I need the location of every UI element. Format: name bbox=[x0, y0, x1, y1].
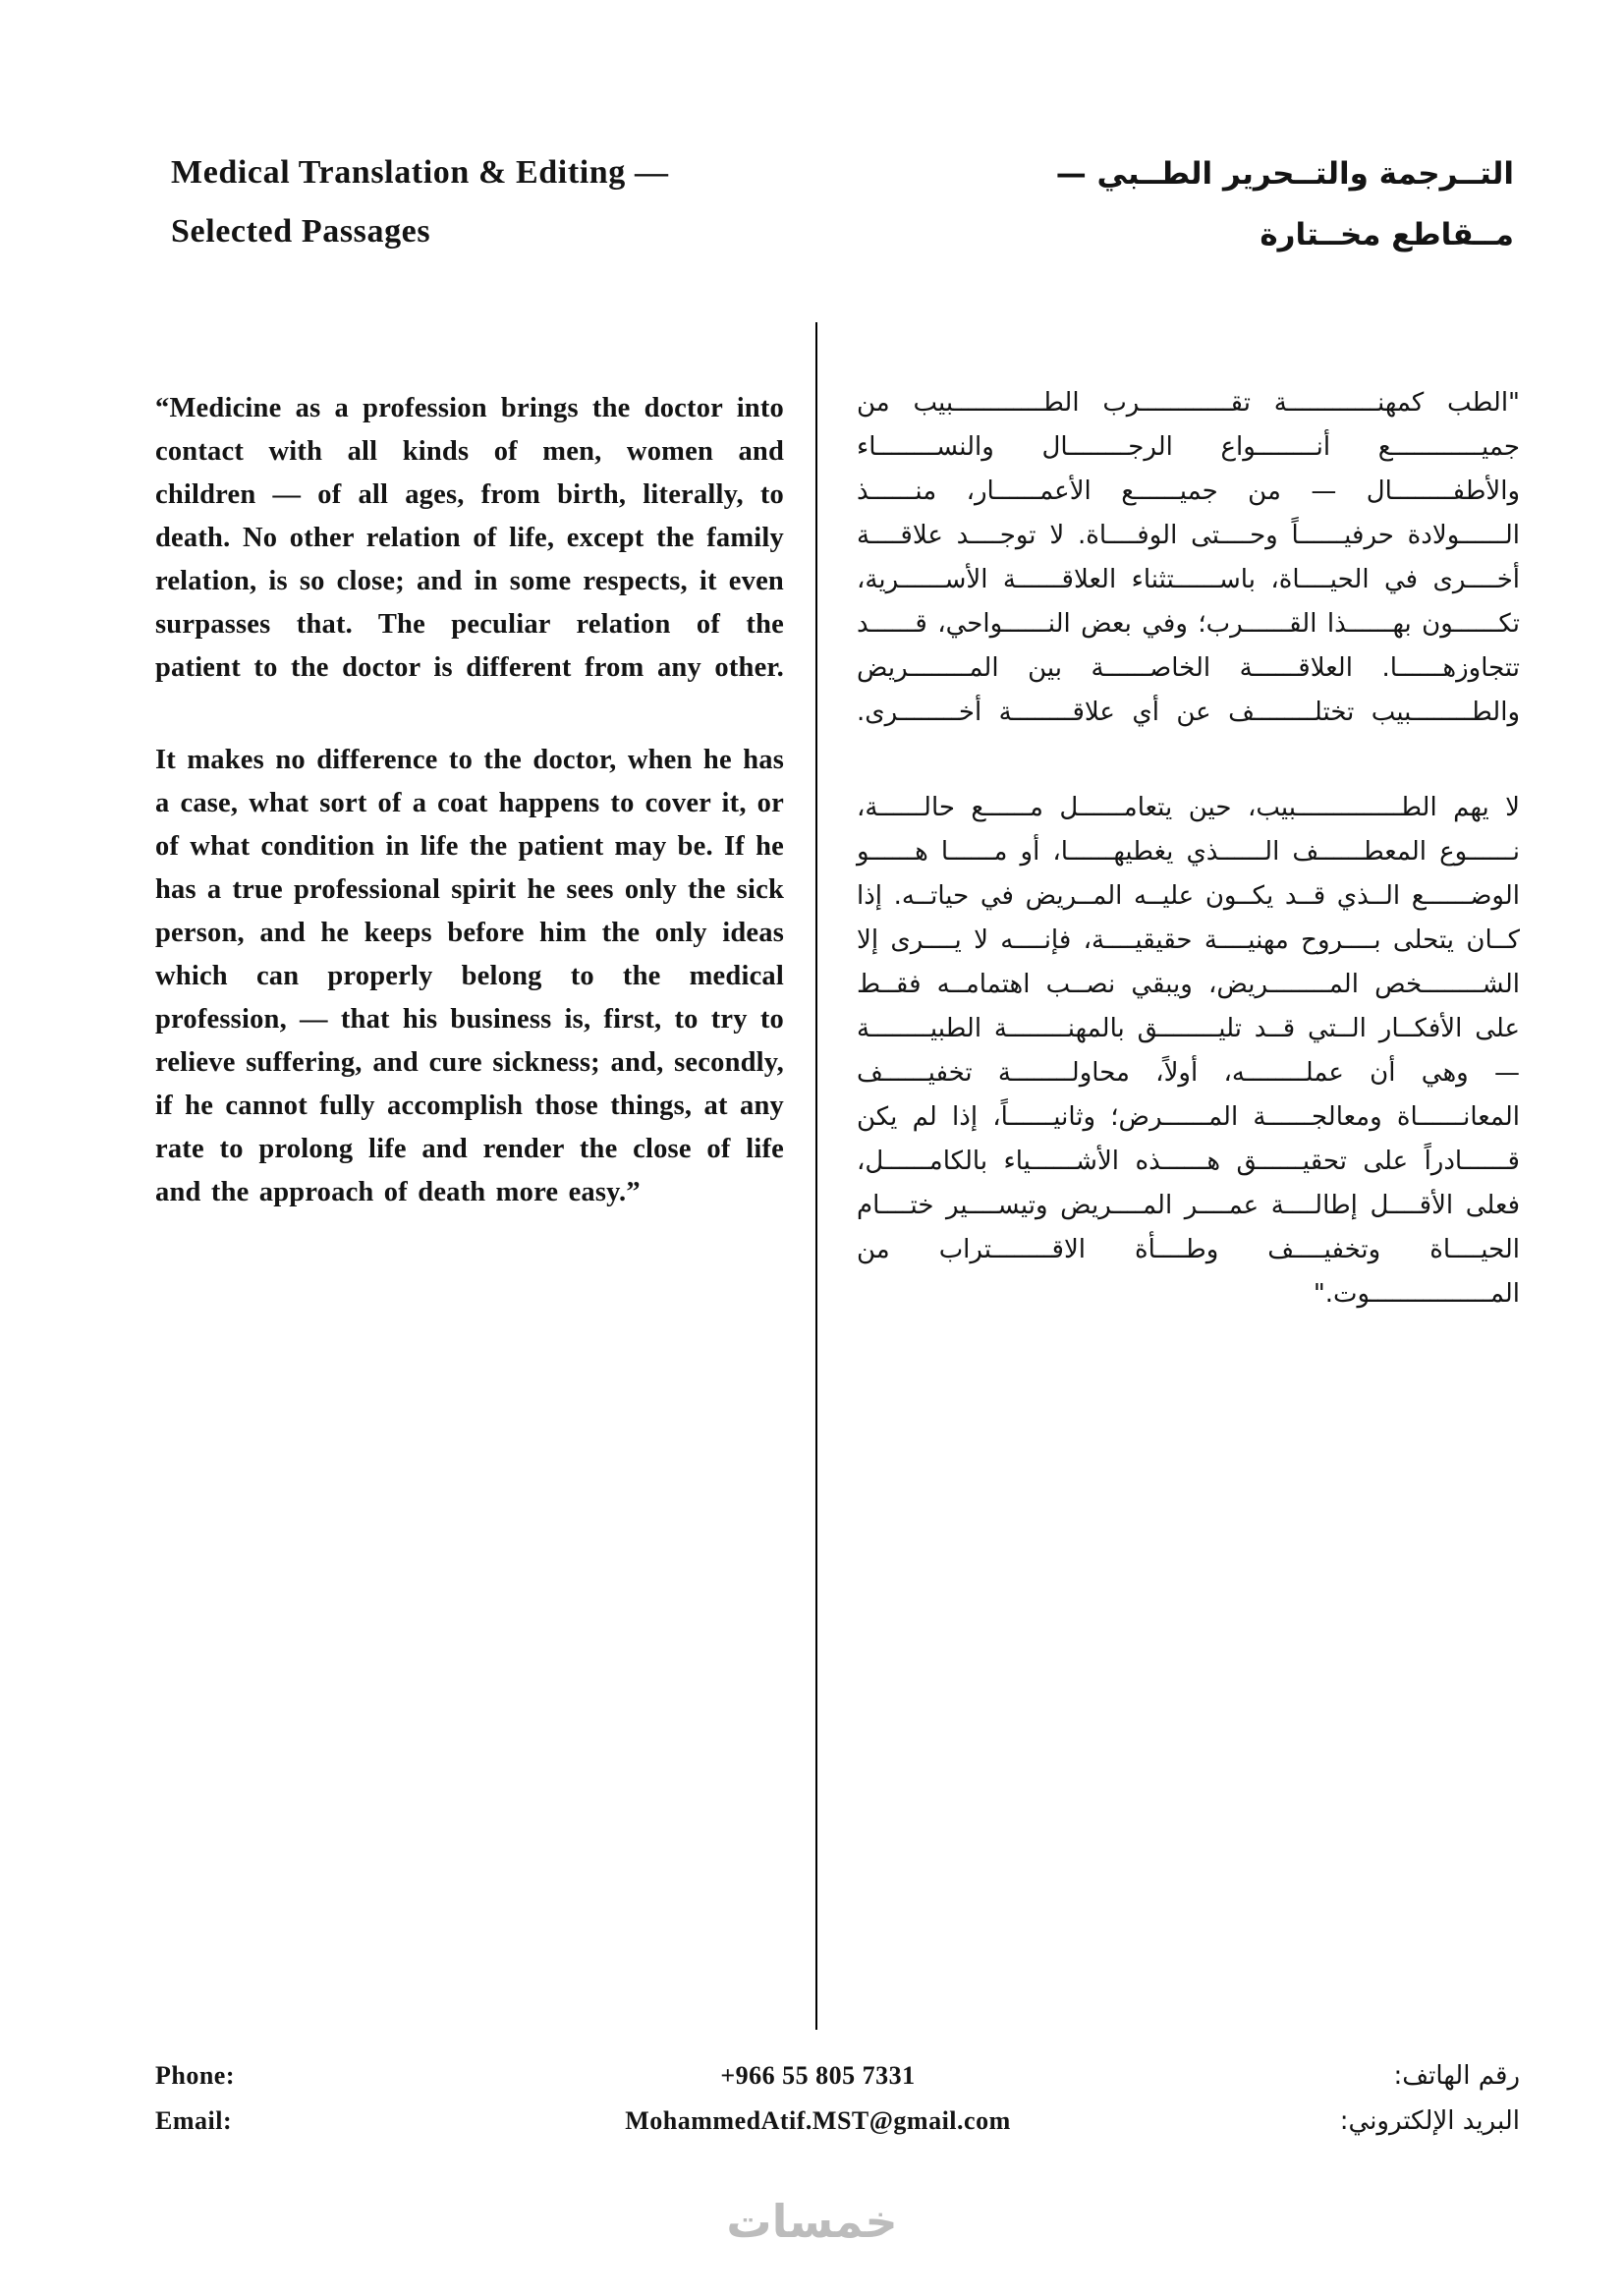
arabic-column bbox=[857, 322, 1520, 1368]
column-divider-line bbox=[815, 322, 817, 2030]
phone-label-english: Phone: bbox=[155, 2061, 235, 2090]
title-english-line1: Medical Translation & Editing — bbox=[171, 154, 669, 191]
contact-footer bbox=[155, 2059, 1520, 2138]
title-arabic-line2: مــقاطع مخــتارة bbox=[1260, 217, 1514, 252]
arabic-paragraph-2: لا يهم الطــــــــــــــبيب، حين يتعامــــــل مــــــع حالــــــة، نــــــوع المعطــــــف الــــــذي يغطيهــــــا، أو مــــــا هــــــو الوضــــــع الــذي قــد يكــون عليــه المــريض في حياتــه. إذا كــان يتحلى بــــروح مهنيــــة حقيقيــــة، فإنــــه لا يــــرى إلا الشــــــــخص المــــــــريض، ويبقي نصــب اهتمامــه فقــط على الأفكــار الــتي قــد تليــــــــق بالمهنــــــــة الطبيــــــــة — وهي أن عملــــــــه، أولاً، محاولــــــــة تخفيــــــف المعانــــــاة ومعالجــــــة المــــــرض؛ وثانيــــــاً، إذا لم يكن قــــــادراً على تحقيــــــق هــــــذه الأشــــــياء بالكامــــــل، فعلى الأقــــل إطالــــة عمــــر المــــريض وتيســــير ختــــام الحيــــاة وتخفيــــف وطــــأة الاقــــــــتراب من المــــــــــــــــوت." bbox=[857, 793, 1520, 1309]
email-label-arabic: البريد الإلكتروني: bbox=[1339, 2106, 1520, 2136]
title-english-line2: Selected Passages bbox=[171, 213, 431, 250]
english-column bbox=[155, 322, 784, 1263]
english-paragraph-1: “Medicine as a profession brings the doctor into contact with all kinds of men, women and children — of all ages, from birth, literally, to death. No other relation of life, except the family relation, is so close; and in some respects, it even surpasses that. The peculiar relation of the patient to the doctor is different from any other. bbox=[155, 393, 784, 683]
khamsat-watermark: خمسات bbox=[726, 2195, 898, 2248]
arabic-paragraph-1: "الطب كمهنــــــــــــة تقــــــــــــرب الطــــــــــــبيب من جميــــــــــــع أنــــــــواع الرجــــــــال والنســــــــاء والأطفــــــــال — من جميــــــع الأعمــــــار، منــــــذ الــــــولادة حرفيــــــاً وحــــتى الوفــــاة. لا توجــــد علاقــــة أخــــرى في الحيــــاة، باســــــتثناء العلاقــــــة الأســــــرية، تكــــــون بهــــــذا القــــــرب؛ وفي بعض النــــــواحي، قــــــد تتجاوزهــــــا. العلاقــــــة الخاصــــــة بين المــــــــريض والطــــــــبيب تختلــــــــف عن أي علاقــــــــة أخــــــــرى. bbox=[857, 388, 1520, 727]
phone-number-value: +966 55 805 7331 bbox=[720, 2061, 916, 2090]
two-column-body bbox=[0, 322, 1624, 2030]
title-arabic-line1: التــرجمة والتــحرير الطــبي — bbox=[1055, 156, 1514, 192]
english-paragraph-2: It makes no difference to the doctor, when he has a case, what sort of a coat happens to cover it, or of what condition in life the patient may be. If he has a true professional spirit he sees only the sick person, and he keeps before him the only ideas which can properly belong to the medical profession, — that his business is, first, to try to relieve suffering, and cure sickness; and, secondly, if he cannot fully accomplish those things, at any rate to prolong life and render the close of life and the approach of death more easy.” bbox=[155, 745, 784, 1207]
email-label-english: Email: bbox=[155, 2106, 233, 2135]
phone-label-arabic: رقم الهاتف: bbox=[1393, 2061, 1520, 2091]
title-arabic bbox=[1056, 143, 1514, 265]
title-english bbox=[171, 143, 669, 261]
email-address-value: MohammedAtif.MST@gmail.com bbox=[625, 2106, 1011, 2135]
document-header bbox=[0, 0, 1624, 265]
